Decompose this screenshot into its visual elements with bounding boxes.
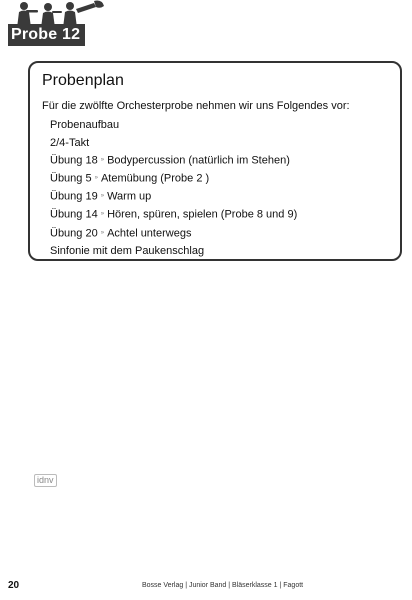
lesson-header bbox=[0, 0, 110, 48]
plan-item bbox=[50, 243, 388, 261]
plan-item-detail: Hören, spüren, spielen (Probe 8 und 9) bbox=[107, 209, 298, 222]
plan-title: Probenplan bbox=[42, 72, 124, 89]
separator-icon: » bbox=[100, 157, 105, 163]
plan-item-main: Übung 20 bbox=[50, 227, 98, 240]
plan-item bbox=[50, 117, 388, 135]
plan-item bbox=[50, 188, 388, 206]
plan-item-detail: Warm up bbox=[107, 190, 152, 203]
plan-item bbox=[50, 206, 388, 224]
plan-item-main: Probenaufbau bbox=[50, 119, 120, 131]
separator-icon: » bbox=[100, 193, 105, 200]
plan-item bbox=[50, 225, 388, 243]
footer-text: Bosse Verlag | Junior Band | Bläserklasse 1 | Fagott bbox=[142, 582, 304, 589]
plan-item bbox=[50, 152, 388, 170]
rehearsal-plan-box bbox=[28, 61, 402, 261]
plan-item-main: 2/4-Takt bbox=[50, 136, 90, 149]
separator-icon: » bbox=[100, 211, 105, 218]
plan-item-detail: Bodypercussion (natürlich im Stehen) bbox=[107, 154, 290, 167]
plan-item bbox=[50, 170, 388, 188]
plan-item-detail: Achtel unterwegs bbox=[107, 227, 192, 240]
plan-item-main: Übung 18 bbox=[50, 154, 98, 167]
lesson-label: Probe 12 bbox=[8, 24, 85, 46]
plan-item-main: Übung 19 bbox=[50, 190, 98, 203]
watermark-logo: idnv bbox=[34, 474, 57, 487]
plan-item-main: Übung 14 bbox=[50, 209, 98, 222]
plan-list bbox=[42, 117, 388, 260]
page-number: 20 bbox=[8, 580, 20, 591]
separator-icon: » bbox=[100, 229, 105, 236]
plan-intro: Für die zwölfte Orchesterprobe nehmen wir uns Folgendes vor: bbox=[42, 100, 350, 112]
plan-item-main: Sinfonie mit dem Paukenschlag bbox=[50, 244, 205, 257]
plan-item-main: Übung 5 bbox=[50, 172, 92, 185]
plan-item bbox=[50, 135, 388, 153]
separator-icon: » bbox=[94, 175, 98, 182]
plan-item-detail: Atemübung (Probe 2 ) bbox=[100, 172, 210, 185]
